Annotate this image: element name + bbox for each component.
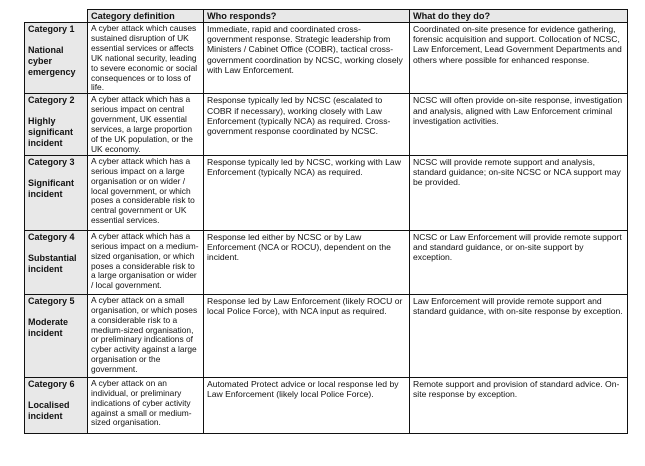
does-cell: NCSC or Law Enforcement will provide remote support and standard guidance, or on-site support by exception.	[410, 230, 628, 294]
table-row	[25, 230, 628, 294]
header-who-responds: Who responds?	[204, 10, 410, 23]
does-cell: Remote support and provision of standard advice. On-site response by exception.	[410, 377, 628, 433]
category-name: Localised incident	[28, 399, 70, 421]
category-name: Substantial incident	[28, 252, 77, 274]
category-cell	[25, 230, 88, 294]
incident-category-table	[24, 9, 628, 434]
category-name: National cyber emergency	[28, 45, 76, 77]
header-category-definition: Category definition	[88, 10, 204, 23]
table-row	[25, 23, 628, 94]
does-cell: NCSC will provide remote support and analysis, standard guidance; on-site NCSC or NCA support may be provided.	[410, 155, 628, 230]
header-blank-cell	[25, 10, 88, 23]
table-row	[25, 94, 628, 155]
definition-cell: A cyber attack which has a serious impact on central government, UK essential services, a large proportion of the UK population, or the UK economy.	[88, 94, 204, 155]
category-cell	[25, 94, 88, 155]
does-cell: Coordinated on-site presence for evidence gathering, forensic acquisition and support. Collocation of NCSC, Law Enforcement, Lead Government Departments and others where possible for enhanced response.	[410, 23, 628, 94]
definition-cell: A cyber attack which causes sustained disruption of UK essential services or affects UK national security, leading to severe economic or social consequences or to loss of life.	[88, 23, 204, 94]
responds-cell: Response led either by NCSC or by Law Enforcement (NCA or ROCU), dependent on the incident.	[204, 230, 410, 294]
responds-cell: Response typically led by NCSC (escalated to COBR if necessary), working closely with Law Enforcement (typically NCA) as required. Cross-government response coordinated by NCSC.	[204, 94, 410, 155]
definition-cell: A cyber attack on a small organisation, or which poses a considerable risk to a medium-sized organisation, or preliminary indications of cyber activity against a large organisation or the government.	[88, 294, 204, 377]
table-row	[25, 377, 628, 433]
category-number: Category 6	[28, 378, 75, 389]
definition-cell: A cyber attack which has a serious impact on a large organisation or on wider / local government, or which poses a considerable risk to central government or UK essential services.	[88, 155, 204, 230]
definition-cell: A cyber attack which has a serious impact on a medium-sized organisation, or which poses a considerable risk to a large organisation or wider / local government.	[88, 230, 204, 294]
category-name: Highly significant incident	[28, 116, 74, 149]
category-number: Category 5	[28, 295, 75, 306]
category-number: Category 1	[28, 24, 75, 34]
responds-cell: Automated Protect advice or local response led by Law Enforcement (likely local Police Force).	[204, 377, 410, 433]
category-cell	[25, 294, 88, 377]
category-number: Category 2	[28, 95, 75, 106]
table-row	[25, 155, 628, 230]
category-cell	[25, 155, 88, 230]
category-cell	[25, 23, 88, 94]
category-number: Category 3	[28, 156, 75, 167]
responds-cell: Immediate, rapid and coordinated cross-government response. Strategic leadership from Ministers / Cabinet Office (COBR), tactical cross-government coordination by NCSC, working closely with Law Enforcement.	[204, 23, 410, 94]
table-row	[25, 294, 628, 377]
does-cell: Law Enforcement will provide remote support and standard guidance, with on-site response by exception.	[410, 294, 628, 377]
category-number: Category 4	[28, 231, 75, 242]
responds-cell: Response typically led by NCSC, working with Law Enforcement (typically NCA) as required.	[204, 155, 410, 230]
definition-cell: A cyber attack on an individual, or preliminary indications of cyber activity against a small or medium-sized organisation.	[88, 377, 204, 433]
responds-cell: Response led by Law Enforcement (likely ROCU or local Police Force), with NCA input as required.	[204, 294, 410, 377]
category-name: Significant incident	[28, 177, 75, 199]
table-header-row	[25, 10, 628, 23]
header-what-they-do: What do they do?	[410, 10, 628, 23]
category-name: Moderate incident	[28, 316, 69, 338]
does-cell: NCSC will often provide on-site response, investigation and analysis, aligned with Law Enforcement criminal investigation activities.	[410, 94, 628, 155]
category-cell	[25, 377, 88, 433]
